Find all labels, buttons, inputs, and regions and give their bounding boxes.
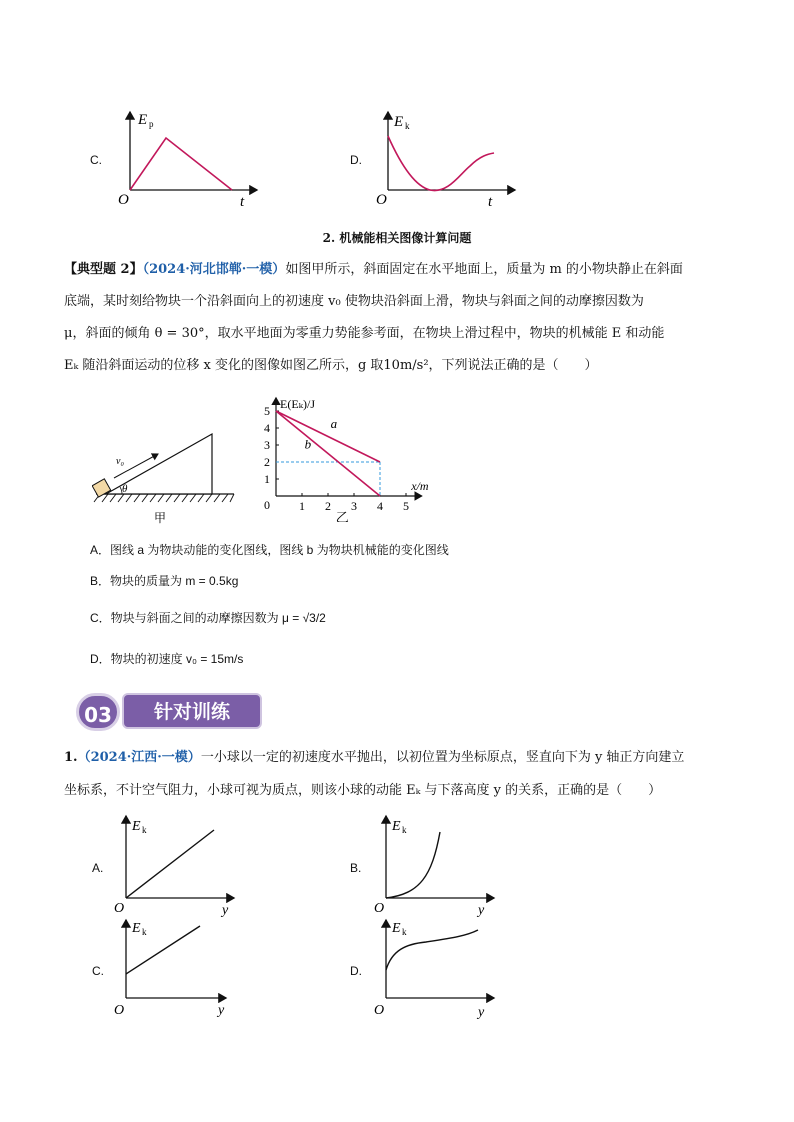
problem2-option-c: C．物块与斜面之间的动摩擦因数为 μ = √3/2 [90, 611, 326, 625]
series-label-b: b [304, 436, 312, 452]
section-banner-number: 03 [76, 693, 120, 731]
x-tick-label: 4 [377, 499, 383, 513]
svg-text:k: k [142, 927, 147, 937]
figure-yi-chart [258, 392, 438, 522]
graph-ep-vs-t [112, 108, 262, 208]
figure-jia-label: 甲 [154, 511, 167, 525]
y-axis-title: E(Eₖ)/J [280, 397, 316, 411]
problem2-option-d: D．物块的初速度 v₀ = 15m/s [90, 652, 244, 666]
svg-text:v₀: v₀ [116, 456, 124, 467]
graph-ek-vs-t [370, 108, 520, 208]
svg-text:y: y [478, 903, 485, 918]
problem-source: （2024·河北邯郸·一模） [142, 262, 286, 277]
ground-hatching [94, 494, 234, 502]
svg-text:O: O [374, 1003, 385, 1018]
ep-axis-label: E [138, 112, 148, 128]
problem1-line1: 1.（2024·江西·一模）一小球以一定的初速度水平抛出，以初位置为坐标原点，竖直向下为 y 轴正方向建立 [64, 750, 685, 765]
svg-text:E: E [132, 819, 141, 834]
y-tick-label: 3 [264, 438, 270, 452]
svg-text:k: k [402, 825, 407, 835]
ek-curve [388, 136, 494, 191]
section-banner-label: 针对训练 [122, 693, 262, 729]
x-tick-label: 0 [264, 498, 270, 512]
problem2-line2: 底端，某时刻给物块一个沿斜面向上的初速度 v₀ 使物块沿斜面上滑，物块与斜面之间的动摩擦因数为 [64, 294, 644, 309]
svg-text:p: p [149, 119, 154, 129]
y-tick-label: 4 [264, 421, 270, 435]
problem1-option-a-label: A. [92, 861, 104, 875]
problem1-option-b-label: B. [350, 861, 362, 875]
x-tick-label: 5 [403, 499, 409, 513]
x-tick-label: 3 [351, 499, 357, 513]
option-c-label: C. [90, 153, 102, 167]
problem2-line4: Eₖ 随沿斜面运动的位移 x 变化的图像如图乙所示，g 取10m/s²，下列说法正确的是（ ） [64, 358, 598, 373]
y-tick-label: 5 [264, 404, 270, 418]
problem2-line1: 【典型题 2】（2024·河北邯郸·一模）如图甲所示，斜面固定在水平地面上，质量为 m 的小物块静止在斜面 [64, 262, 683, 277]
graph-option-b [370, 812, 500, 920]
graph-option-c [110, 916, 240, 1020]
problem1-source: （2024·江西·一模） [77, 750, 201, 765]
x-axis-title: x/m [411, 479, 429, 493]
svg-text:E: E [394, 114, 404, 130]
problem1-number: 1. [64, 750, 78, 765]
section-heading: 2. 机械能相关图像计算问题 [322, 231, 472, 245]
x-tick-label: 2 [325, 499, 331, 513]
svg-text:O: O [374, 901, 385, 916]
ep-curve [130, 138, 232, 190]
svg-text:k: k [402, 927, 407, 937]
graph-option-a [110, 812, 240, 920]
graph-option-d [370, 916, 500, 1020]
problem1-option-c-label: C. [92, 964, 104, 978]
x-tick-label: 1 [299, 499, 305, 513]
svg-text:k: k [405, 121, 410, 131]
figure-jia-incline [92, 398, 242, 526]
svg-text:O: O [376, 192, 387, 208]
svg-text:θ: θ [122, 483, 128, 495]
t-axis-label: t [240, 194, 245, 208]
problem2-line3: μ，斜面的倾角 θ = 30°，取水平地面为零重力势能参考面，在物块上滑过程中，物块的机械能 E 和动能 [64, 326, 665, 341]
problem2-option-b: B．物块的质量为 m = 0.5kg [90, 574, 239, 588]
problem2-option-a: A．图线 a 为物块动能的变化图线，图线 b 为物块机械能的变化图线 [90, 543, 449, 557]
svg-text:y: y [222, 903, 229, 918]
svg-text:E: E [392, 921, 401, 936]
svg-text:y: y [218, 1003, 225, 1018]
series-label-a: a [330, 416, 338, 431]
y-tick-label: 1 [264, 472, 270, 486]
chart-caption: 乙 [335, 510, 349, 522]
problem1-option-d-label: D. [350, 964, 362, 978]
svg-text:E: E [132, 921, 141, 936]
svg-text:O: O [114, 901, 125, 916]
svg-text:O: O [114, 1003, 125, 1018]
svg-text:E: E [392, 819, 401, 834]
problem1-line2: 坐标系，不计空气阻力，小球可视为质点，则该小球的动能 Eₖ 与下落高度 y 的关系，正确的是（ ） [64, 783, 662, 798]
problem-tag: 【典型题 2】 [64, 262, 143, 277]
svg-text:t: t [488, 194, 493, 208]
origin-label: O [118, 192, 129, 208]
svg-text:k: k [142, 825, 147, 835]
y-tick-label: 2 [264, 455, 270, 469]
svg-text:y: y [478, 1005, 485, 1020]
option-d-label: D. [350, 153, 362, 167]
